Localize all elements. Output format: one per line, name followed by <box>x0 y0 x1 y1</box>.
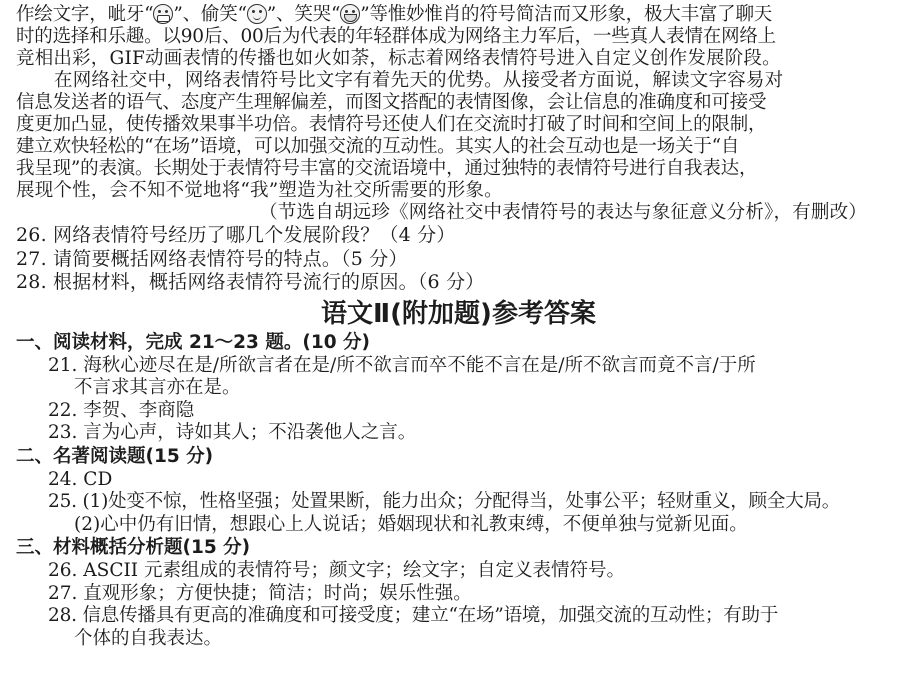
answer-25-2: (2)心中仍有旧情，想跟心上人说话；婚姻现状和礼教束缚，不便单独与觉新见面。 <box>74 513 748 535</box>
laugh-cry-icon <box>340 4 360 24</box>
reading-passage <box>16 4 901 224</box>
answer-21-cont: 不言求其言亦在是。 <box>74 377 241 398</box>
answer-28-cont: 个体的自我表达。 <box>74 627 223 649</box>
section-heading: 三、材料概括分析题(15 分) <box>16 537 251 558</box>
section-heading: 一、阅读材料，完成 21～23 题。(10 分) <box>16 331 370 353</box>
passage-line: 展现个性，会不知不觉地将“我”塑造为社交所需要的形象。 <box>16 180 503 201</box>
passage-text: ”等惟妙惟肖的符号简洁而又形象，极大丰富了聊天 <box>360 4 773 25</box>
answer-21: 21. 海秋心迹尽在是/所欲言者在是/所不欲言而卒不能不言在是/所不欲言而竟不言/于所 <box>48 354 756 376</box>
passage-line: 建立欢快轻松的“在场”语境，可以加强交流的互动性。其实人的社会互动也是一场关于“自 <box>16 136 740 157</box>
passage-line: 竞相出彩，GIF动画表情的传播也如火如荼，标志着网络表情符号进入自定义创作发展阶段。 <box>16 48 781 69</box>
answer-28: 28. 信息传播具有更高的准确度和可接受度；建立“在场”语境，加强交流的互动性；有助于 <box>48 605 779 626</box>
answer-27: 27. 直观形象；方便快捷；简洁；时尚；娱乐性强。 <box>48 582 472 604</box>
answer-section-2 <box>16 445 901 537</box>
passage-text: ”、偷笑“ <box>173 4 247 25</box>
question-27: 27. 请简要概括网络表情符号的特点。（5 分） <box>16 247 408 270</box>
answer-25-1: 25. (1)处变不惊，性格坚强；处置果断，能力出众；分配得当，处事公平；轻财重义，顾全大局。 <box>48 491 841 512</box>
passage-line: 度更加凸显，使传播效果事半功倍。表情符号还使人们在交流时打破了时间和空间上的限制， <box>16 114 767 135</box>
passage-source: （节选自胡远珍《网络社交中表情符号的表达与象征意义分析》，有删改） <box>259 202 867 223</box>
answer-26: 26. ASCII 元素组成的表情符号；颜文字；绘文字；自定义表情符号。 <box>48 560 625 581</box>
answer-section-1 <box>16 331 901 445</box>
answer-22: 22. 李贺、李商隐 <box>48 399 195 421</box>
passage-line <box>16 4 901 26</box>
smirk-icon <box>247 4 267 24</box>
answer-23: 23. 言为心声，诗如其人；不沿袭他人之言。 <box>48 422 417 443</box>
passage-text: 作绘文字，呲牙“ <box>16 4 154 25</box>
passage-line: 在网络社交中，网络表情符号比文字有着先天的优势。从接受者方面说，解读文字容易对 <box>54 70 784 91</box>
question-28: 28. 根据材料，概括网络表情符号流行的原因。（6 分） <box>16 271 485 293</box>
question-26: 26. 网络表情符号经历了哪几个发展阶段？（4 分） <box>16 224 456 246</box>
question-list <box>16 224 901 295</box>
passage-line: 我呈现”的表演。长期处于表情符号丰富的交流语境中，通过独特的表情符号进行自我表达， <box>16 158 758 179</box>
answer-section-3 <box>16 536 901 650</box>
section-heading: 二、名著阅读题(15 分) <box>16 445 214 467</box>
passage-line: 时的选择和乐趣。以90后、00后为代表的年轻群体成为网络主力军后，一些真人表情在网络上 <box>16 26 776 47</box>
grin-icon <box>153 4 173 24</box>
answer-24: 24. CD <box>48 468 113 490</box>
passage-text: ”、笑哭“ <box>266 4 341 25</box>
passage-line: 信息发送者的语气、态度产生理解偏差，而图文搭配的表情图像，会让信息的准确度和可接受 <box>16 92 767 113</box>
answer-title: 语文Ⅱ(附加题)参考答案 <box>321 298 596 329</box>
